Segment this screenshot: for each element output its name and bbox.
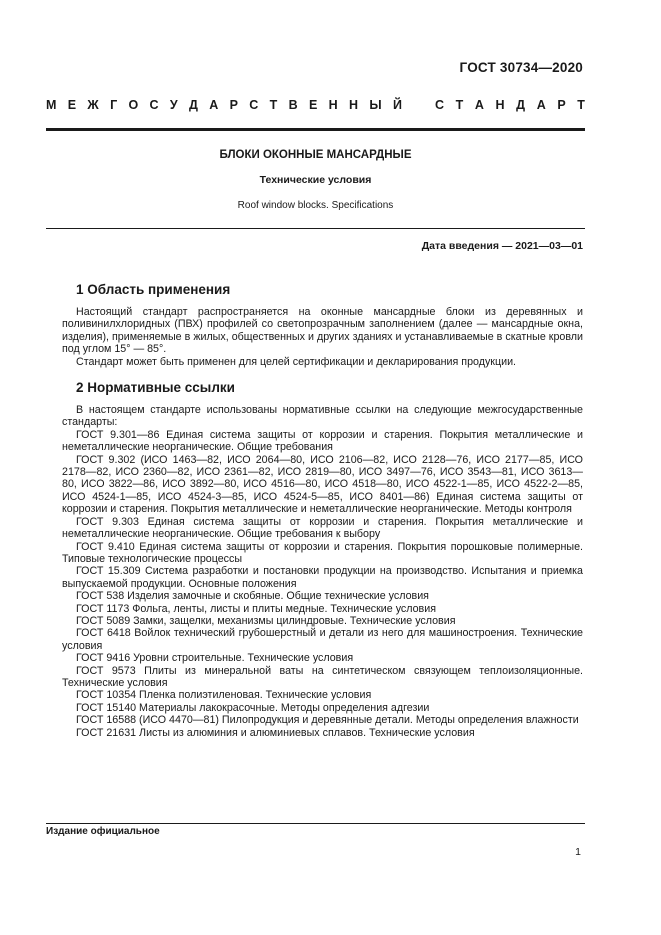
banner-letter: Р	[557, 98, 566, 112]
paragraph: Настоящий стандарт распространяется на оконные мансардные блоки из деревянных и поливинилхлоридных (ПВХ) профилей со светопрозрачным заполнением (далее — мансардные окна, изделия), применяемые в жилых, общественных и других зданиях и устанавливаемые в скатные кровли под углом 15° — 85°.	[62, 306, 583, 356]
reference-item: ГОСТ 9573 Плиты из минеральной ваты на синтетическом связующем теплоизоляционные. Технические условия	[62, 664, 583, 689]
banner-letter: Е	[67, 98, 77, 112]
banner-letter: Й	[392, 98, 402, 112]
section-normative-references	[62, 380, 583, 739]
banner-letter: А	[209, 98, 219, 112]
reference-item: ГОСТ 21631 Листы из алюминия и алюминиевых сплавов. Технические условия	[76, 726, 475, 739]
document-title: БЛОКИ ОКОННЫЕ МАНСАРДНЫЕ	[219, 149, 412, 161]
reference-item: ГОСТ 16588 (ИСО 4470—81) Пилопродукция и деревянные детали. Методы определения влажности	[76, 714, 579, 727]
reference-item: ГОСТ 1173 Фольга, ленты, листы и плиты медные. Технические условия	[76, 602, 436, 615]
reference-item: ГОСТ 6418 Войлок технический грубошерстный и детали из него для машиностроения. Технические условия	[62, 627, 583, 652]
header-divider-thick	[46, 128, 585, 131]
section-heading: 1 Область применения	[76, 282, 231, 297]
paragraph: В настоящем стандарте использованы нормативные ссылки на следующие межгосударственные стандарты:	[62, 404, 583, 429]
document-subtitle: Технические условия	[259, 174, 372, 186]
banner-letter: Д	[516, 98, 526, 112]
reference-item: ГОСТ 9.410 Единая система защиты от коррозии и старения. Покрытия порошковые полимерные. Типовые технологические процессы	[62, 540, 583, 565]
banner-letter: О	[128, 98, 139, 112]
document-body	[62, 282, 583, 739]
banner-letter: Т	[577, 98, 585, 112]
reference-item: ГОСТ 9.301—86 Единая система защиты от коррозии и старения. Покрытия металлические и неметаллические неорганические. Общие требования	[62, 428, 583, 454]
reference-item: ГОСТ 15140 Материалы лакокрасочные. Методы определения адгезии	[76, 701, 430, 714]
official-edition-label: Издание официальное	[46, 826, 160, 837]
page-number: 1	[575, 846, 581, 858]
interstate-standard-banner	[46, 98, 585, 112]
banner-letter: В	[288, 98, 298, 112]
banner-letter: Н	[328, 98, 338, 112]
banner-letter: Н	[495, 98, 505, 112]
footer-divider	[46, 823, 585, 824]
section-heading: 2 Нормативные ссылки	[76, 380, 235, 396]
banner-letter: Ж	[87, 98, 99, 112]
document-title-english: Roof window blocks. Specifications	[237, 200, 394, 211]
banner-letter: Н	[349, 98, 359, 112]
banner-letter: А	[474, 98, 484, 112]
banner-letter: А	[536, 98, 546, 112]
interstate-word-2	[435, 98, 585, 112]
banner-letter: Т	[455, 98, 464, 112]
paragraph: Стандарт может быть применен для целей сертификации и декларирования продукции.	[76, 355, 517, 368]
introduction-date: Дата введения — 2021—03—01	[421, 240, 583, 252]
banner-letter: С	[435, 98, 445, 112]
banner-letter: Д	[189, 98, 198, 112]
reference-item: ГОСТ 9.303 Единая система защиты от коррозии и старения. Покрытия металлические и неметаллические неорганические. Общие требования к выбору	[62, 515, 583, 541]
interstate-word-1	[46, 98, 402, 112]
banner-letter: Р	[229, 98, 238, 112]
banner-letter: Г	[110, 98, 118, 112]
reference-item: ГОСТ 538 Изделия замочные и скобяные. Общие технические условия	[76, 590, 429, 603]
banner-letter: М	[46, 98, 57, 112]
banner-letter: С	[249, 98, 259, 112]
banner-letter: С	[149, 98, 159, 112]
banner-letter: Ы	[369, 98, 382, 112]
reference-item: ГОСТ 15.309 Система разработки и постановки продукции на производство. Испытания и приемка выпускаемой продукции. Основные положения	[62, 565, 583, 590]
reference-item: ГОСТ 9416 Уровни строительные. Технические условия	[76, 652, 354, 665]
document-number: ГОСТ 30734—2020	[459, 60, 583, 75]
banner-letter: У	[169, 98, 178, 112]
reference-item: ГОСТ 10354 Пленка полиэтиленовая. Технические условия	[76, 689, 372, 702]
reference-item: ГОСТ 5089 Замки, защелки, механизмы цилиндровые. Технические условия	[76, 614, 456, 627]
section-scope	[62, 282, 583, 368]
title-divider	[46, 228, 585, 229]
banner-letter: Т	[269, 98, 278, 112]
banner-letter: Е	[308, 98, 318, 112]
reference-item: ГОСТ 9.302 (ИСО 1463—82, ИСО 2064—80, ИСО 2106—82, ИСО 2128—76, ИСО 2177—85, ИСО 2178—82, ИСО 2360—82, ИСО 2361—82, ИСО 2819—80, ИСО 3497—76, ИСО 3543—81, ИСО 3613—80, ИСО 3822—86, ИСО 3892—80, ИСО 4516—80, ИСО 4518—80, ИСО 4522-1—85, ИСО 4522-2—85, ИСО 4524-1—85, ИСО 4524-3—85, ИСО 4524-5—85, ИСО 8401—86) Единая система защиты от коррозии и старения. Покрытия металлические и неметаллические неорганические. Методы контроля	[62, 453, 583, 516]
